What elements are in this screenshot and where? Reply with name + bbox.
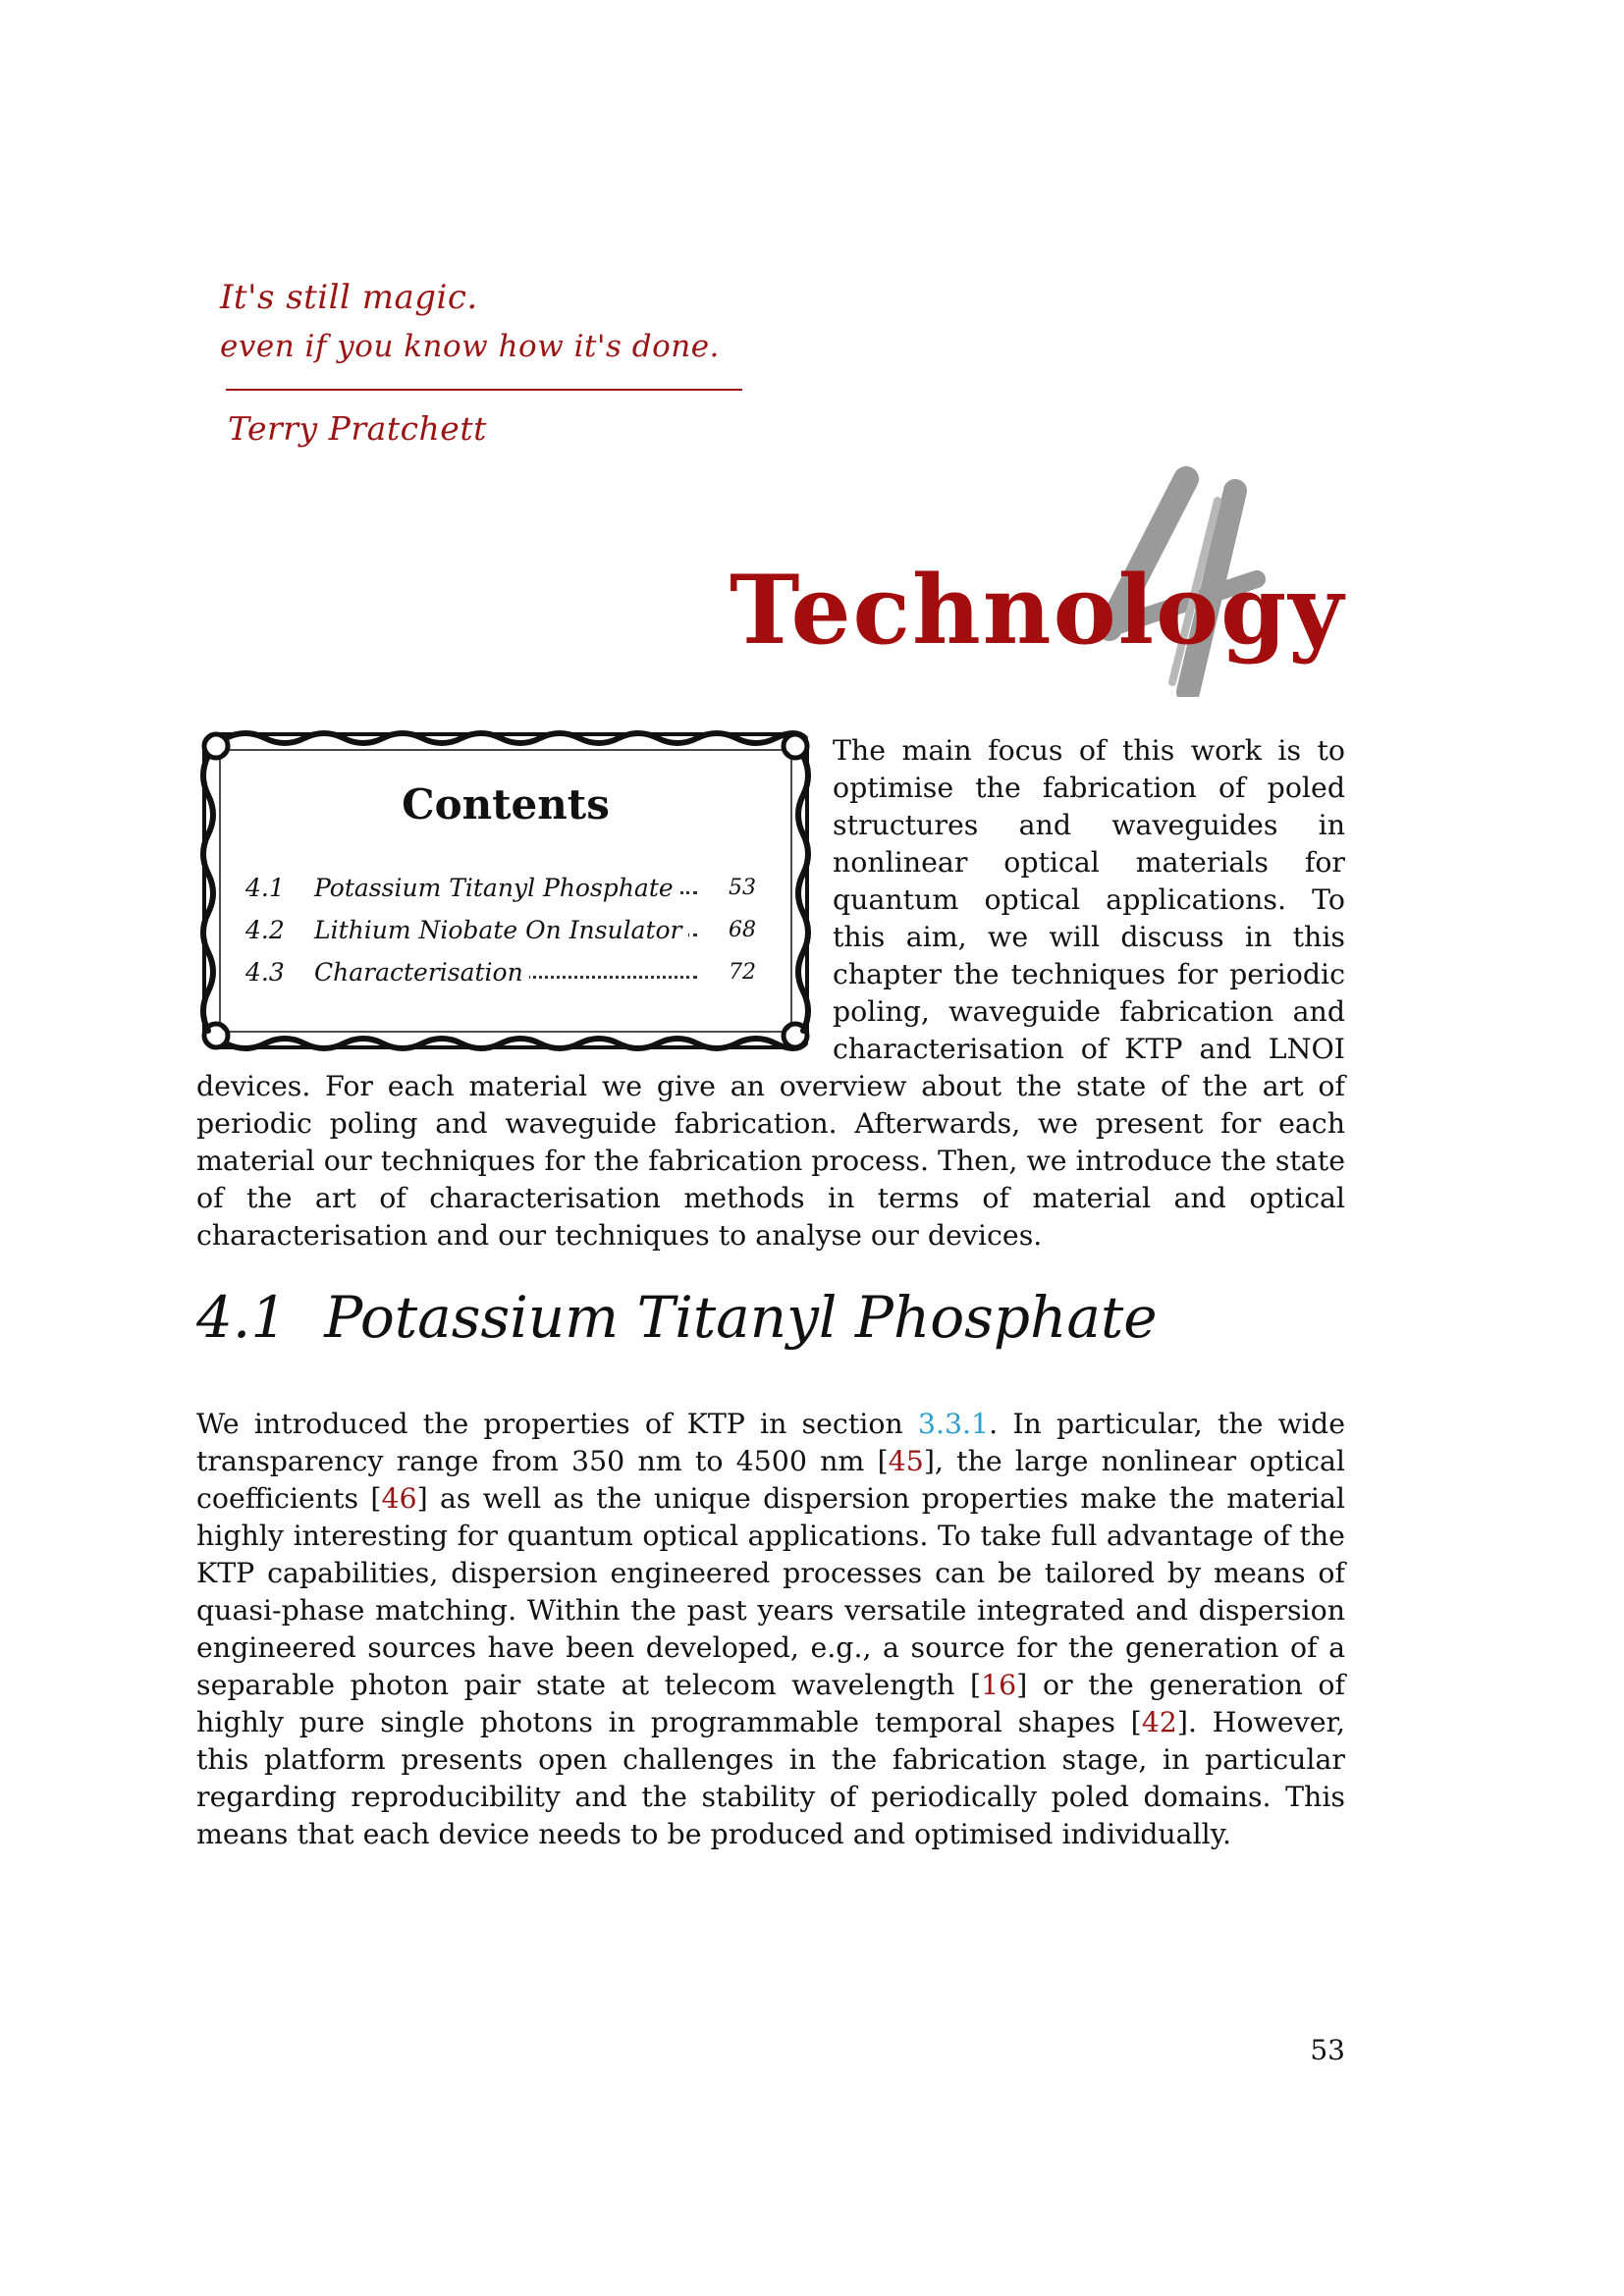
paragraph-text: ] or the generation of highly pure single photons in programmable temporal shapes [ xyxy=(196,1669,1345,1738)
paragraph-text: We introduced the properties of KTP in section xyxy=(196,1408,918,1440)
epigraph-divider xyxy=(226,389,742,391)
intro-paragraph xyxy=(196,732,1345,1255)
paragraph-text: ]. However, this platform presents open challenges in the fabrication stage, in particular regarding reproducibility and the stability of periodically poled domains. This means that each device needs to be produced and optimised individually. xyxy=(196,1706,1345,1850)
citation-link[interactable]: 46 xyxy=(381,1482,417,1515)
toc-item-page: 53 xyxy=(729,876,756,900)
contents-title: Contents xyxy=(402,780,610,828)
section-heading xyxy=(196,1284,1158,1351)
section-paragraph xyxy=(196,1406,1345,1853)
toc-item-label: Characterisation xyxy=(314,958,529,987)
epigraph-line-1: It's still magic. xyxy=(220,278,478,317)
paragraph-text: . In particular, the wide transparency range from 350 nm to 4500 nm [ xyxy=(196,1408,1345,1477)
page-number: 53 xyxy=(1310,2034,1345,2066)
intro-text: The main focus of this work is to optimise the fabrication of poled structures and waveguides in nonlinear optical materials for quantum optical applications. To this aim, we will discuss in this chapter the techniques for periodic poling, waveguide fabrication and characterisation of KTP and LNOI devices. For each material we give an overview about the state of the art of periodic poling and waveguide fabrication. Afterwards, we present for each material our techniques for the fabrication process. Then, we introduce the state of the art of characterisation methods in terms of material and optical characterisation and our techniques to analyse our devices. xyxy=(196,734,1345,1252)
toc-item-label: Lithium Niobate On Insulator xyxy=(314,916,688,944)
chapter-title: Technology xyxy=(730,555,1345,666)
toc-item-number: 4.3 xyxy=(245,958,285,987)
toc-item-number: 4.2 xyxy=(245,916,285,944)
toc-item-page: 72 xyxy=(729,960,756,985)
paragraph-text: ], the large nonlinear optical coefficients [ xyxy=(196,1445,1345,1515)
section-number: 4.1 xyxy=(196,1284,288,1351)
toc-item-label: Potassium Titanyl Phosphate xyxy=(314,874,679,902)
epigraph-line-2: even if you know how it's done. xyxy=(220,329,720,364)
epigraph-author: Terry Pratchett xyxy=(228,409,487,448)
section-reference-link[interactable]: 3.3.1 xyxy=(917,1408,990,1440)
section-title: Potassium Titanyl Phosphate xyxy=(324,1284,1158,1351)
contents-box-spacer xyxy=(196,732,825,1056)
citation-link[interactable]: 42 xyxy=(1141,1706,1177,1738)
citation-link[interactable]: 45 xyxy=(888,1445,924,1477)
toc-item-page: 68 xyxy=(729,918,756,942)
paragraph-text: ] as well as the unique dispersion properties make the material highly interesting for quantum optical applications. To take full advantage of the KTP capabilities, dispersion engineered processes can be tailored by means of quasi-phase matching. Within the past years versatile integrated and dispersion engineered sources have been developed, e.g., a source for the generation of a separable photon pair state at telecom wavelength [ xyxy=(196,1482,1345,1701)
toc-item-number: 4.1 xyxy=(245,874,285,902)
citation-link[interactable]: 16 xyxy=(981,1669,1017,1701)
